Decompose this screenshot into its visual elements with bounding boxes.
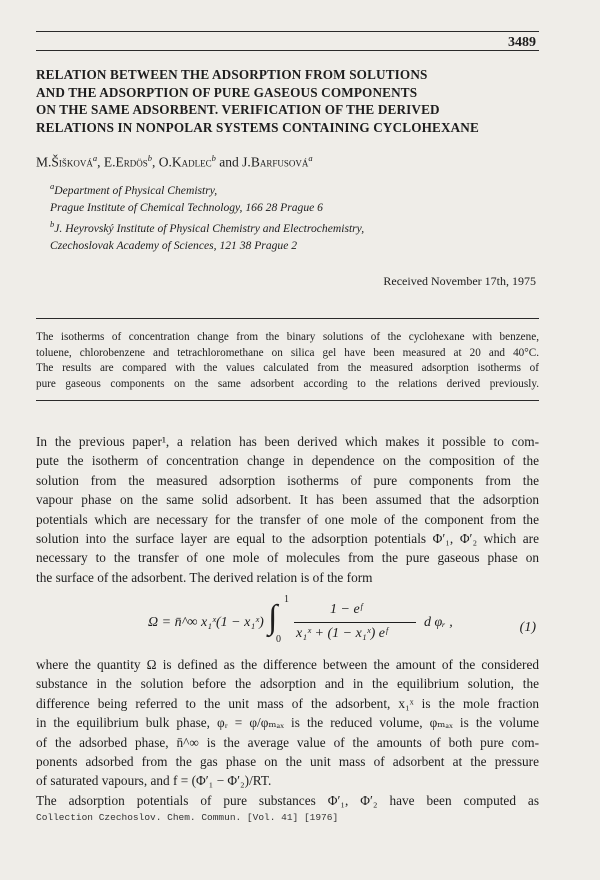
integral-upper-limit: 1: [284, 594, 289, 605]
author-name: Barfusová: [250, 154, 309, 170]
abstract-bottom-rule: [36, 400, 539, 401]
title-line: ON THE SAME ADSORBENT. VERIFICATION OF THE DERIVED: [36, 102, 440, 117]
body-line: where the quantity Ω is defined as the difference between the amount of the considered: [36, 657, 539, 672]
equation-number: (1): [519, 620, 536, 635]
integral-lower-limit: 0: [276, 634, 281, 645]
title-line: RELATIONS IN NONPOLAR SYSTEMS CONTAINING CYCLOHEXANE: [36, 119, 479, 135]
affiliations: [50, 178, 364, 254]
body-line: ponents adsorbed from the gas phase on the unit mass of adsorbent at the pressure: [36, 754, 539, 770]
page-number: 3489: [508, 35, 536, 50]
body-text: [36, 432, 539, 587]
body-line: necessary to the transfer of one mole of molecules from the pure gaseous phase on: [36, 550, 539, 566]
abstract: [36, 330, 539, 392]
affiliation-line: Czechoslovak Academy of Sciences, 121 38 Prague 2: [50, 238, 298, 252]
body-line: in the equilibrium bulk phase, φᵣ = φ/φₘₐₓ is the reduced volume, φₘₐₓ is the volume: [36, 715, 539, 731]
equation-1: [148, 594, 478, 648]
body-line: solution from the measured adsorption isotherms of pure components from the: [36, 472, 539, 488]
body-line: The adsorption potentials of pure substances Φ′₁, Φ′₂ have been computed as: [36, 792, 539, 808]
title-line: RELATION BETWEEN THE ADSORPTION FROM SOLUTIONS: [36, 67, 428, 82]
body-line: vapour phase on the same solid adsorbent. It has been assumed that the adsorption: [36, 492, 539, 508]
top-rule: [36, 31, 539, 32]
integral-sign: ∫: [268, 599, 278, 636]
body-line: the surface of the adsorbent. The derived relation is of the form: [36, 569, 373, 585]
equation-differential: d φᵣ ,: [424, 615, 453, 630]
fraction-denominator: x₁ˣ + (1 − x₁ˣ) eᶠ: [296, 626, 388, 641]
fraction-numerator: 1 − eᶠ: [330, 602, 363, 617]
author-name: Šišková: [51, 154, 93, 170]
affiliation-line: $^b$J. Heyrovský Institute of Physical Chemistry and Electrochemistry,: [50, 218, 365, 235]
body-line: difference being referred to the unit mass of the adsorbent, x₁ˣ is the mole fraction: [36, 695, 539, 711]
author-name: Kadlec: [171, 154, 212, 170]
body-line: potentials which are necessary for the transfer of one mole of the component from the: [36, 511, 539, 527]
article-title: [36, 66, 556, 136]
body-line: of saturated vapours, and f = (Φ′₁ − Φ′₂)/RT.: [36, 773, 272, 789]
received-date: Received November 17th, 1975: [383, 274, 536, 288]
abstract-line: toluene, chlorobenzene and tetrachloromethane on silica gel have been measured at 20 and 40°C.: [36, 346, 539, 359]
author-name: Erdös: [115, 154, 148, 170]
abstract-line: pure gaseous components on the same adsorbent according to the relations derived previously.: [36, 377, 539, 390]
header-rule: [36, 50, 539, 51]
title-line: AND THE ADSORPTION OF PURE GASEOUS COMPONENTS: [36, 84, 418, 100]
body-line: pute the isotherm of concentration change in dependence on the composition of the: [36, 453, 539, 469]
body-line: of the adsorbed phase, n̄^∞ is the average value of the amounts of both pure com-: [36, 734, 539, 750]
fraction-bar: [294, 622, 416, 623]
abstract-top-rule: [36, 318, 539, 319]
affiliation-line: Prague Institute of Chemical Technology, 166 28 Prague 6: [50, 200, 323, 214]
journal-footer: Collection Czechoslov. Chem. Commun. [Vol. 41] [1976]: [36, 812, 339, 823]
body-line: solution into the surface layer are equal to the adsorption potentials Φ′₁, Φ′₂ which are: [36, 531, 539, 547]
author-list: M.Šišková$^a$, E.Erdös$^b$, O.Kadlec$^b$ and J.Barfusová$^a$: [36, 153, 313, 170]
abstract-line: The isotherms of concentration change from the binary solutions of the cyclohexane with benzene,: [36, 331, 539, 343]
body-line: In the previous paper¹, a relation has been derived which makes it possible to com-: [36, 434, 539, 449]
affiliation-line: $^a$Department of Physical Chemistry,: [50, 181, 218, 197]
abstract-line: The results are compared with the values calculated from the measured adsorption isotherms of: [36, 362, 539, 375]
body-line: substance in the solution before the adsorption and in the equilibrium solution, the: [36, 676, 539, 692]
body-text-continued: [36, 655, 539, 810]
equation-lhs: Ω = n̄^∞ x₁ˣ(1 − x₁ˣ): [148, 615, 264, 630]
